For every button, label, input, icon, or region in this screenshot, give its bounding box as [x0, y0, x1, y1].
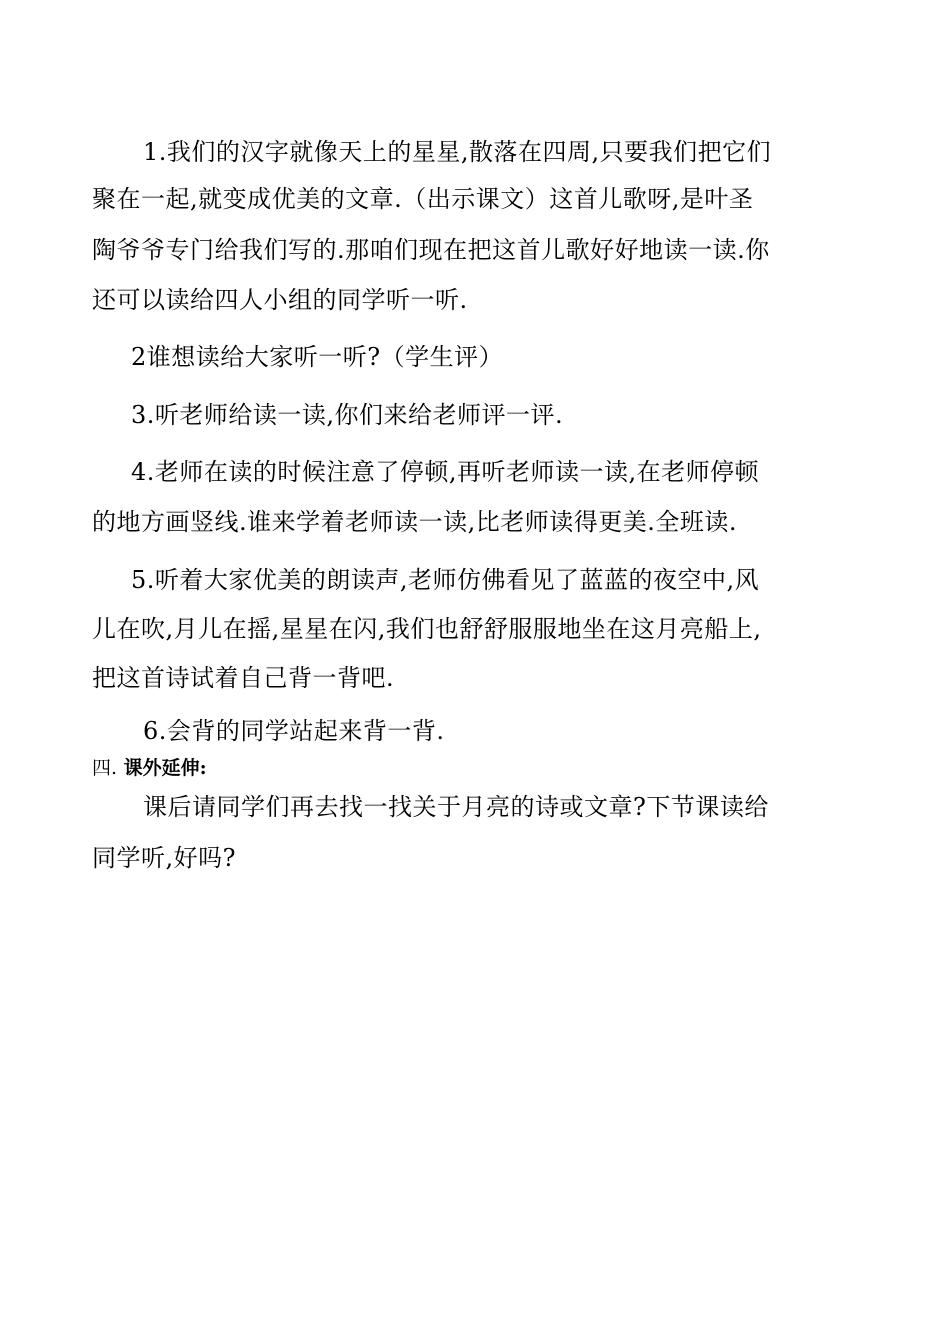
section-4-title: 课外延伸:	[123, 757, 207, 779]
section-4-number: 四.	[92, 757, 118, 779]
paragraph-4-line-1: 4.老师在读的时候注意了停顿,再听老师读一读,在老师停顿	[131, 458, 760, 486]
paragraph-2-line-1: 2谁想读给大家听一听?（学生评）	[131, 343, 504, 371]
paragraph-1-line-1: 1.我们的汉字就像天上的星星,散落在四周,只要我们把它们	[143, 138, 772, 166]
paragraph-1-line-3: 陶爷爷专门给我们写的.那咱们现在把这首儿歌好好地读一读.你	[92, 236, 770, 264]
paragraph-5-line-2: 儿在吹,月儿在摇,星星在闪,我们也舒舒服服地坐在这月亮船上,	[92, 615, 762, 643]
paragraph-5-line-1: 5.听着大家优美的朗读声,老师仿佛看见了蓝蓝的夜空中,风	[131, 566, 760, 594]
paragraph-3-line-1: 3.听老师给读一读,你们来给老师评一评.	[131, 401, 564, 429]
paragraph-5-line-3: 把这首诗试着自己背一背吧.	[92, 664, 395, 692]
paragraph-7-line-2: 同学听,好吗?	[92, 844, 236, 872]
paragraph-1-line-2: 聚在一起,就变成优美的文章.（出示课文）这首儿歌呀,是叶圣	[92, 185, 754, 213]
paragraph-6-line-1: 6.会背的同学站起来背一背.	[143, 717, 445, 745]
paragraph-1-line-4: 还可以读给四人小组的同学听一听.	[92, 286, 468, 314]
section-4-heading	[92, 756, 207, 780]
paragraph-7-line-1: 课后请同学们再去找一找关于月亮的诗或文章?下节课读给	[143, 793, 769, 821]
paragraph-4-line-2: 的地方画竖线.谁来学着老师读一读,比老师读得更美.全班读.	[92, 508, 738, 536]
